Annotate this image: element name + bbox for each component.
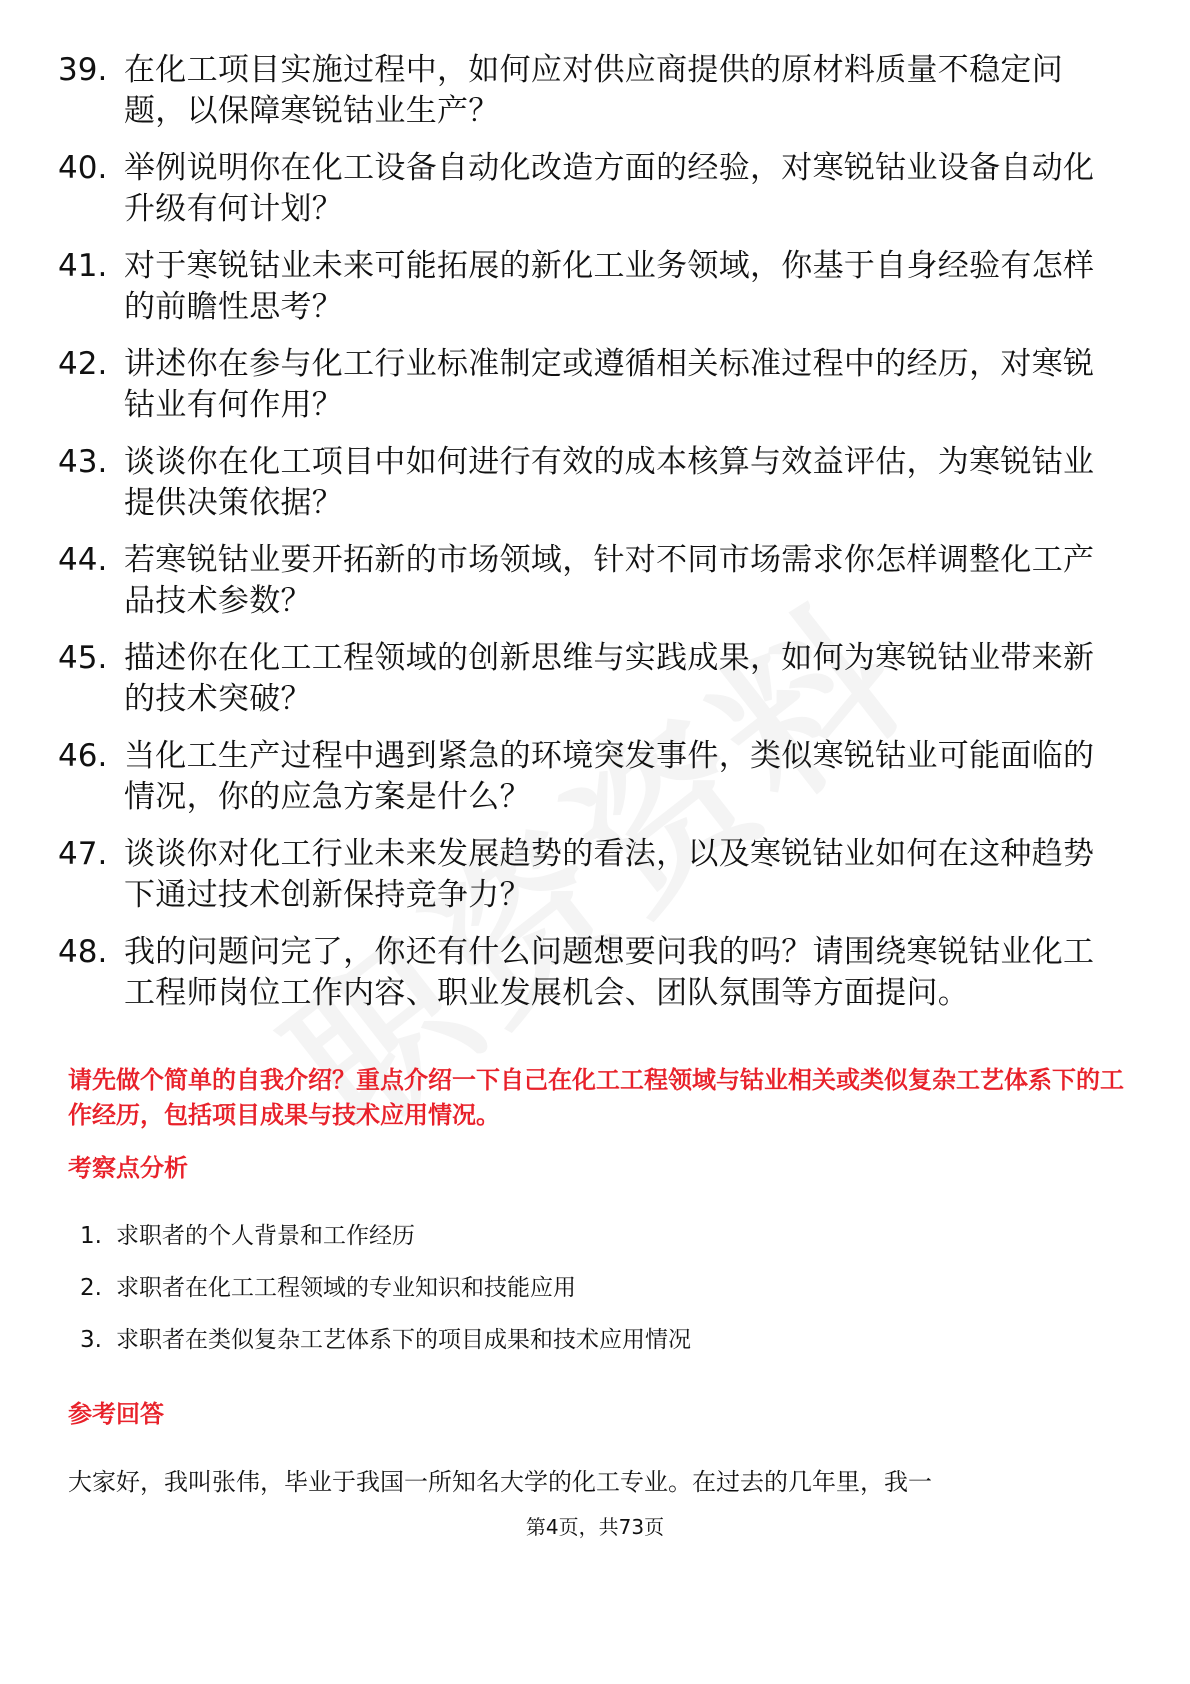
question-item (58, 50, 1118, 132)
question-item (58, 246, 1118, 328)
question-text: 谈谈你在化工项目中如何进行有效的成本核算与效益评估，为寒锐钴业提供决策依据？ (124, 444, 1095, 521)
question-text: 对于寒锐钴业未来可能拓展的新化工业务领域，你基于自身经验有怎样的前瞻性思考？ (124, 248, 1095, 325)
question-number: 47. (58, 836, 108, 872)
question-number: 46. (58, 738, 108, 774)
point-number: 3. (80, 1327, 102, 1353)
page-footer: 第4页，共73页 (525, 1515, 665, 1539)
question-text: 在化工项目实施过程中，如何应对供应商提供的原材料质量不稳定问题，以保障寒锐钴业生产？ (124, 52, 1063, 129)
question-item (58, 736, 1118, 818)
question-text: 描述你在化工工程领域的创新思维与实践成果，如何为寒锐钴业带来新的技术突破？ (124, 640, 1095, 717)
analysis-point (80, 1324, 1080, 1356)
question-text: 举例说明你在化工设备自动化改造方面的经验，对寒锐钴业设备自动化升级有何计划？ (124, 150, 1095, 227)
reference-answer: 大家好，我叫张伟，毕业于我国一所知名大学的化工专业。在过去的几年里，我一 (68, 1468, 932, 1496)
point-number: 1. (80, 1223, 102, 1249)
question-item (58, 442, 1118, 524)
question-number: 41. (58, 248, 108, 284)
question-number: 48. (58, 934, 108, 970)
question-number: 44. (58, 542, 108, 578)
analysis-point (80, 1220, 1080, 1252)
point-text: 求职者在化工工程领域的专业知识和技能应用 (116, 1275, 576, 1301)
point-text: 求职者的个人背景和工作经历 (116, 1223, 415, 1249)
question-item (58, 344, 1118, 426)
question-number: 40. (58, 150, 108, 186)
question-item (58, 932, 1118, 1014)
question-text: 当化工生产过程中遇到紧急的环境突发事件，类似寒锐钴业可能面临的情况，你的应急方案是什么？ (124, 738, 1095, 815)
question-item (58, 540, 1118, 622)
question-list (58, 50, 1118, 1030)
point-number: 2. (80, 1275, 102, 1301)
question-text: 讲述你在参与化工行业标准制定或遵循相关标准过程中的经历，对寒锐钴业有何作用？ (124, 346, 1095, 423)
question-number: 42. (58, 346, 108, 382)
question-item (58, 148, 1118, 230)
question-item (58, 638, 1118, 720)
question-item (58, 834, 1118, 916)
question-text: 若寒锐钴业要开拓新的市场领域，针对不同市场需求你怎样调整化工产品技术参数？ (124, 542, 1095, 619)
question-text: 谈谈你对化工行业未来发展趋势的看法，以及寒锐钴业如何在这种趋势下通过技术创新保持竞争力？ (124, 836, 1095, 913)
analysis-point (80, 1272, 1080, 1304)
point-text: 求职者在类似复杂工艺体系下的项目成果和技术应用情况 (116, 1327, 691, 1353)
reference-title: 参考回答 (68, 1400, 164, 1428)
analysis-title: 考察点分析 (68, 1154, 188, 1182)
question-number: 45. (58, 640, 108, 676)
question-number: 39. (58, 52, 108, 88)
highlight-question: 请先做个简单的自我介绍？重点介绍一下自己在化工工程领域与钴业相关或类似复杂工艺体系下的工作经历，包括项目成果与技术应用情况。 (68, 1066, 1124, 1129)
question-text: 我的问题问完了，你还有什么问题想要问我的吗？请围绕寒锐钴业化工工程师岗位工作内容、职业发展机会、团队氛围等方面提问。 (124, 934, 1095, 1011)
question-number: 43. (58, 444, 108, 480)
analysis-points (80, 1220, 1080, 1376)
